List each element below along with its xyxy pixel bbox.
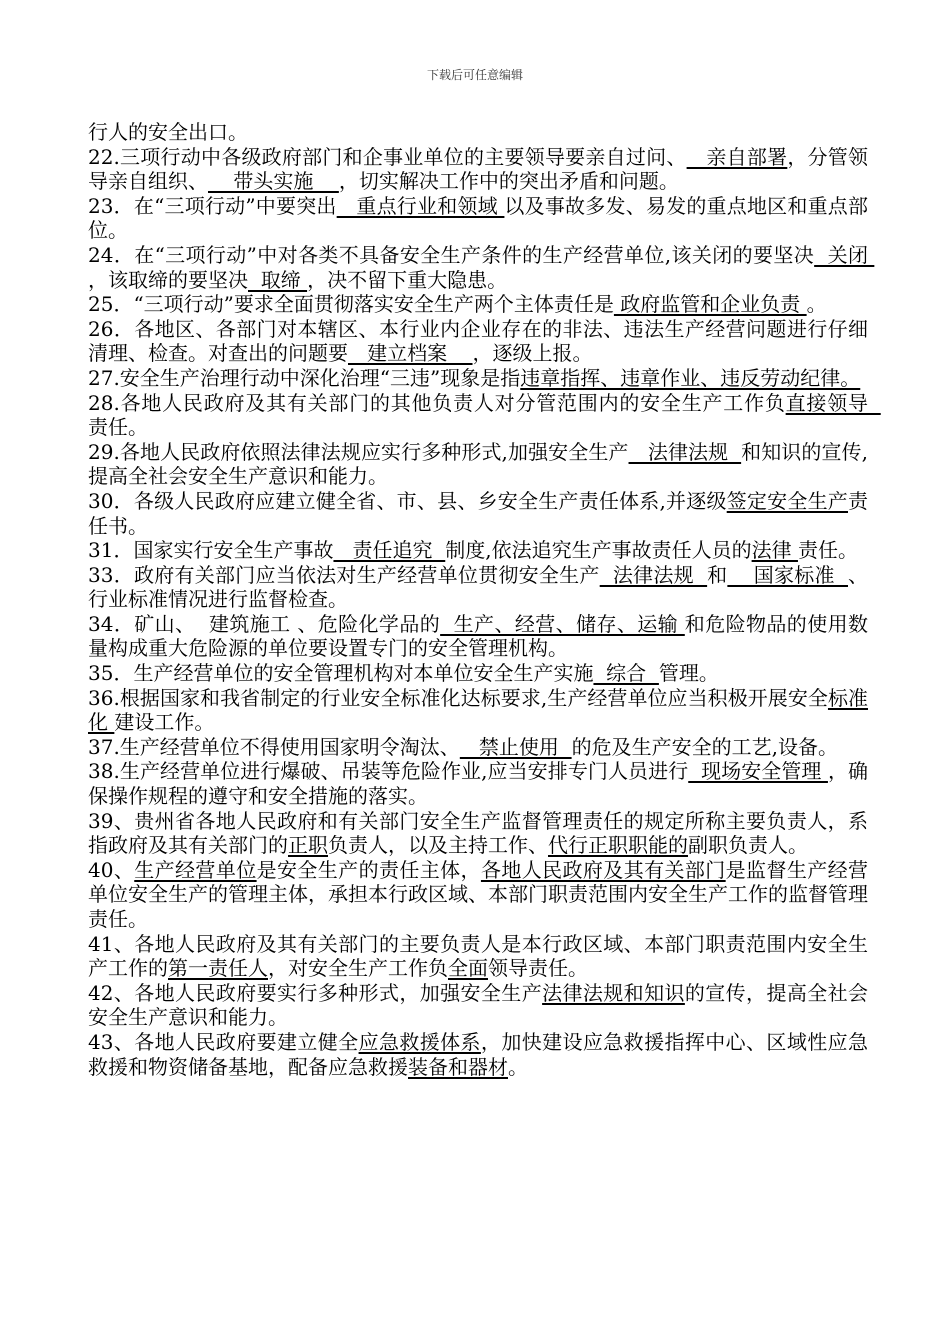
page-header: 下载后可任意编辑 <box>426 68 523 82</box>
question-paragraph <box>88 145 868 194</box>
question-text: ，确保操作规程的遵守和安全措施的落实。 <box>88 759 869 809</box>
question-paragraph <box>88 759 868 808</box>
answer-underlined-text: 带头实施 <box>208 169 339 194</box>
question-text: 的危及生产安全的工艺,设备。 <box>571 734 838 759</box>
question-text: 30．各级人民政府应建立健全省、市、县、乡安全生产责任体系,并逐级 <box>88 488 727 513</box>
question-text: 23．在“三项行动”中要突出 <box>88 193 337 218</box>
question-text: 制度,依法追究生产事故责任人员的 <box>445 538 752 563</box>
question-text: 责任。 <box>797 538 858 563</box>
answer-underlined-text: 直接领导 <box>785 390 881 415</box>
question-text: ，决不留下重大隐患。 <box>307 267 508 292</box>
question-text: 是监督生产经营单位安全生产的管理主体，承担本行政区域、本部门职责范围内安全生产工作的监督管理责任。 <box>88 857 869 931</box>
question-paragraph <box>88 292 868 317</box>
question-text: 领导责任。 <box>488 956 588 981</box>
question-text: 22.三项行动中各级政府部门和企事业单位的主要领导要亲自过问、 <box>88 144 687 169</box>
question-paragraph <box>88 366 868 391</box>
question-text: 以及事故多发、易发的重点地区和重点部位。 <box>88 193 869 243</box>
question-text: 建设工作。 <box>114 710 215 735</box>
question-text: 管理。 <box>658 661 719 686</box>
question-text: 39、贵州省各地人民政府和有关部门安全生产监督管理责任的规定所称主要负责人，系指政府及其有关部门的 <box>88 808 868 858</box>
question-text: 责任。 <box>88 415 148 440</box>
answer-underlined-text: 全面 <box>448 956 488 981</box>
answer-underlined-text: 关闭 <box>814 242 875 267</box>
question-text: 行人的安全出口。 <box>88 120 248 144</box>
question-text: 42、各地人民政府要实行多种形式，加强安全生产 <box>88 980 543 1005</box>
question-text: 。 <box>508 1054 528 1079</box>
question-text: 的宣传，提高全社会安全生产意识和能力。 <box>88 980 869 1030</box>
answer-underlined-text: 第一责任人 <box>168 956 268 981</box>
question-text: 34．矿山、 建筑施工 、危险化学品的 <box>88 611 441 636</box>
answer-underlined-text: 亲自部署 <box>686 144 788 169</box>
answer-underlined-text: 法律法规和知识 <box>542 980 685 1005</box>
answer-underlined-text: 签定安全生产 <box>726 488 848 513</box>
question-paragraph <box>88 686 868 735</box>
answer-underlined-text: 各地人民政府及其有关部门 <box>480 857 726 882</box>
question-text: 和 <box>707 562 728 587</box>
question-paragraph <box>88 489 868 538</box>
answer-underlined-text: 法律 <box>751 538 798 563</box>
answer-underlined-text: 责任追究 <box>333 538 446 563</box>
question-paragraph <box>88 440 868 489</box>
question-text: 41、各地人民政府及其有关部门的主要负责人是本行政区域、本部门职责范围内安全生产工作的 <box>88 931 868 981</box>
question-text: ，分管领导亲自组织、 <box>88 144 869 194</box>
question-text: ，加快建设应急救援指挥中心、区域性应急救援和物资储备基地，配备应急救援 <box>88 1029 868 1079</box>
question-paragraph <box>88 317 868 366</box>
question-text: 责任书。 <box>88 488 868 538</box>
answer-underlined-text: 法律法规 <box>628 439 742 464</box>
question-text: ，切实解决工作中的突出矛盾和问题。 <box>338 169 679 194</box>
question-text: 38.生产经营单位进行爆破、吊装等危险作业,应当安排专门人员进行 <box>88 759 689 784</box>
question-text: 40、 <box>88 857 135 882</box>
question-text: 43、各地人民政府要建立健全 <box>88 1029 359 1054</box>
question-paragraph <box>88 1030 868 1079</box>
answer-underlined-text: 现场安全管理 <box>688 759 828 784</box>
question-text: ，对安全生产工作负 <box>268 956 448 981</box>
question-paragraph <box>88 612 868 661</box>
question-text: 36.根据国家和我省制定的行业安全标准化达标要求,生产经营单位应当积极开展安全 <box>88 685 828 710</box>
answer-underlined-text: 建立档案 <box>348 341 473 366</box>
question-text: 25．“三项行动”要求全面贯彻落实安全生产两个主体责任是 <box>88 292 614 317</box>
answer-underlined-text: 正职 <box>288 833 328 858</box>
question-paragraph <box>88 390 881 440</box>
question-paragraph <box>88 858 868 932</box>
question-text: 31．国家实行安全生产事故 <box>88 538 334 563</box>
question-paragraph <box>88 932 868 981</box>
question-text: 28.各地人民政府及其有关部门的其他负责人对分管范围内的安全生产工作负 <box>88 390 786 415</box>
question-paragraph <box>88 538 868 563</box>
answer-underlined-text: 政府监管和企业负责 <box>613 292 807 317</box>
question-paragraph <box>88 809 868 858</box>
answer-underlined-text: 代行正职职能的 <box>548 833 688 858</box>
question-paragraph <box>88 981 868 1030</box>
question-text: 33．政府有关部门应当依法对生产经营单位贯彻安全生产 <box>88 562 600 587</box>
question-text: ，逐级上报。 <box>472 341 593 366</box>
question-text: 35．生产经营单位的安全管理机构对本单位安全生产实施 <box>88 661 594 686</box>
question-text: ，该取缔的要坚决 <box>88 267 248 292</box>
answer-underlined-text: 标准化 <box>88 685 869 735</box>
question-text: 和知识的宣传,提高全社会安全生产意识和能力。 <box>88 439 868 489</box>
question-text: 负责人，以及主持工作、 <box>328 833 548 858</box>
answer-underlined-text: 国家标准 <box>727 562 848 587</box>
question-text: 和危险物品的使用数量构成重大危险源的单位要设置专门的安全管理机构。 <box>88 611 868 661</box>
question-text: 27.安全生产治理行动中深化治理“三违”现象是指 <box>88 365 521 390</box>
question-paragraph <box>88 194 868 243</box>
answer-underlined-text: 生产、经营、储存、运输 <box>440 611 685 636</box>
question-paragraph <box>88 120 868 145</box>
question-text: 24．在“三项行动”中对各类不具备安全生产条件的生产经营单位,该关闭的要坚决 <box>88 242 815 267</box>
answer-underlined-text: 违章指挥、违章作业、违反劳动纪律。 <box>520 365 861 390</box>
answer-underlined-text: 禁止使用 <box>459 734 572 759</box>
document-body <box>88 120 881 1079</box>
question-text: 、行业标准情况进行监督检查。 <box>88 562 868 612</box>
question-text: 26．各地区、各部门对本辖区、本行业内企业存在的非法、违法生产经营问题进行仔细清理、检查。对查出的问题要 <box>88 316 868 366</box>
answer-underlined-text: 应急救援体系 <box>358 1029 481 1054</box>
question-text: 37.生产经营单位不得使用国家明令淘汰、 <box>88 734 460 759</box>
answer-underlined-text: 装备和器材 <box>408 1054 508 1079</box>
question-text: 29.各地人民政府依照法律法规应实行多种形式,加强安全生产 <box>88 439 629 464</box>
question-text: 。 <box>806 292 827 317</box>
answer-underlined-text: 重点行业和领域 <box>336 193 505 218</box>
question-paragraph <box>88 661 868 686</box>
question-paragraph <box>88 563 868 612</box>
answer-underlined-text: 综合 <box>593 661 659 686</box>
question-text: 副职负责人。 <box>688 833 808 858</box>
answer-underlined-text: 法律法规 <box>599 562 708 587</box>
answer-underlined-text: 生产经营单位 <box>134 857 257 882</box>
answer-underlined-text: 取缔 <box>248 267 308 292</box>
question-paragraph <box>88 735 868 760</box>
question-paragraph <box>88 242 875 292</box>
question-text: 是安全生产的责任主体， <box>256 857 481 882</box>
